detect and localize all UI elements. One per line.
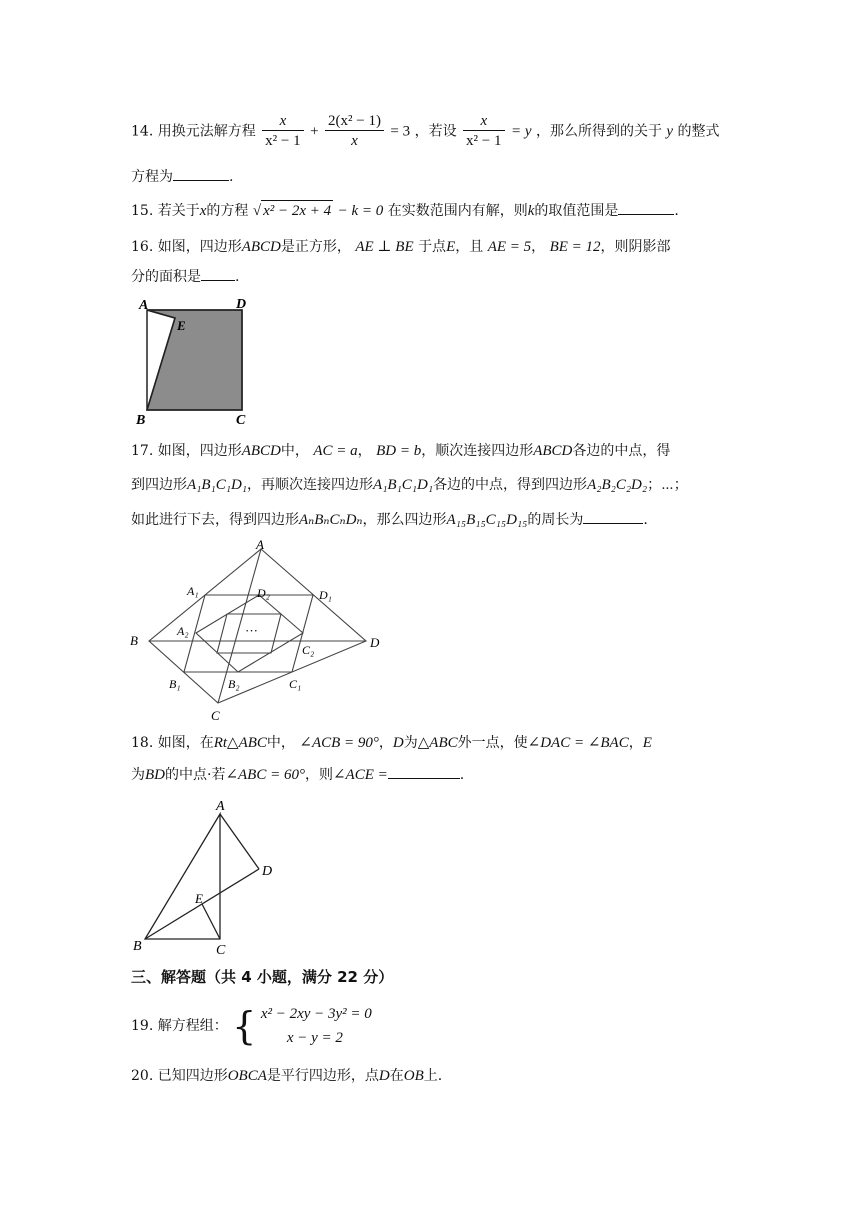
q19-line: 19. 解方程组： { x² − 2xy − 3y² = 0 x − y = 2 [131, 1004, 372, 1048]
label-d: D [262, 864, 273, 879]
q20-line: 20. 已知四边形OBCA是平行四边形，点D在OB上. [131, 1068, 443, 1084]
q14-fraction-1: $\frac{x}{\text{x² − 1}}$ [262, 112, 303, 151]
label-b2: B₂ [228, 677, 240, 691]
q14-line1: 14. 用换元法解方程 $\frac{x}{\text{x² − 1}}$ + $\frac{\text{2(x² − 1)}}{x}$ = 3 ，若设 $\frac{x}{\text{x² − 1}}$ = y ，那么所得到的关于 y 的整式 [131, 113, 720, 149]
segment-ce [202, 904, 220, 939]
q14-fraction-2: $\frac{\text{2(x² − 1)}}{x}$ [325, 112, 384, 151]
section-heading: 三、解答题（共 4 小题，满分 22 分） [131, 968, 394, 986]
shaded-region [147, 310, 242, 410]
label-c1: C₁ [289, 677, 302, 691]
answer-blank[interactable] [173, 166, 229, 181]
label-dots: ··· [245, 623, 258, 638]
triangle-abc [145, 814, 220, 939]
label-c2: C₂ [302, 643, 315, 657]
q15-radical: √ x² − 2x + 4 [253, 203, 333, 219]
label-b: B [136, 413, 146, 428]
label-e: E [177, 318, 186, 333]
segment-ad [220, 814, 259, 869]
q16-square-figure [130, 296, 260, 428]
q18-line2: 为BD的中点·若∠ABC = 60°，则∠ACE = . [131, 764, 464, 785]
label-a: A [216, 799, 225, 814]
label-b: B [130, 633, 138, 648]
answer-blank[interactable] [583, 509, 643, 524]
label-c: C [216, 943, 226, 958]
label-c: C [236, 413, 246, 428]
label-b1: B₁ [169, 677, 181, 691]
answer-blank[interactable] [388, 764, 460, 779]
label-e: E [195, 891, 203, 906]
q15-line: 15. 若关于x的方程 √ x² − 2x + 4 − k = 0 在实数范围内有解，则k的取值范围是 . [131, 200, 679, 221]
q17-line2: 到四边形A₁B₁C₁D₁，再顺次连接四边形A₁B₁C₁D₁各边的中点，得到四边形A₂B₂C₂D₂；⋯； [131, 477, 688, 493]
label-d2: D₂ [257, 586, 270, 600]
q17-line3: 如此进行下去，得到四边形AₙBₙCₙDₙ，那么四边形A₁₅B₁₅C₁₅D₁₅的周长为 . [131, 509, 648, 530]
q18-line1: 18. 如图，在Rt△ABC中， ∠ACB = 90°，D为△ABC外一点，使∠DAC = ∠BAC，E [131, 735, 652, 751]
label-d: D [370, 635, 380, 650]
label-b: B [133, 939, 142, 954]
q16-line1: 16. 如图，四边形ABCD是正方形， AE ⊥ BE 于点E，且 AE = 5， BE = 12，则阴影部 [131, 239, 671, 255]
label-a1: A₁ [187, 584, 199, 598]
label-d: D [236, 297, 247, 312]
answer-blank[interactable] [201, 266, 235, 281]
answer-blank[interactable] [618, 200, 674, 215]
label-a: A [256, 537, 264, 552]
label-c: C [211, 708, 220, 723]
q14-fraction-3: $\frac{x}{\text{x² − 1}}$ [463, 112, 504, 151]
q16-line2: 分的面积是 . [131, 266, 239, 287]
q17-midpoint-figure [126, 537, 388, 725]
label-a2: A₂ [177, 624, 189, 638]
brace-icon: { [232, 1004, 257, 1048]
label-d1: D₁ [319, 588, 332, 602]
q17-line1: 17. 如图，四边形ABCD中， AC = a， BD = b，顺次连接四边形ABCD各边的中点，得 [131, 443, 671, 459]
q14-line2: 方程为 . [131, 166, 233, 187]
q18-triangle-figure [128, 794, 288, 960]
equation-system: x² − 2xy − 3y² = 0 x − y = 2 [260, 1006, 372, 1046]
label-a: A [139, 298, 149, 313]
